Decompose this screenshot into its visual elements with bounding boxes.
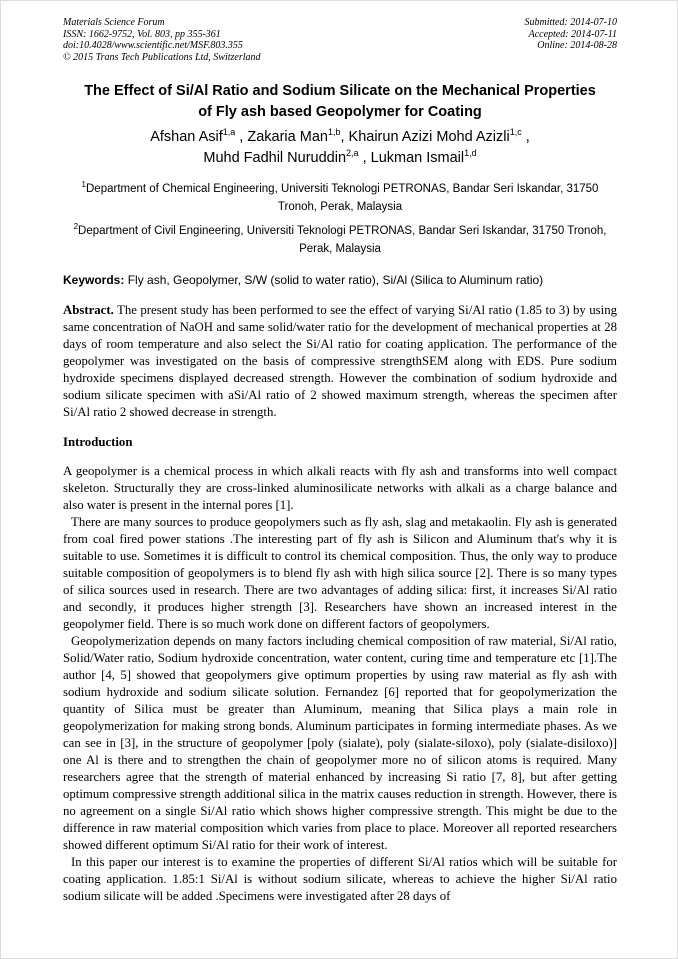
author-affiliation-mark: 1,d [464, 148, 477, 159]
abstract-label: Abstract. [63, 303, 114, 317]
journal-header [63, 17, 617, 63]
author-line: Afshan Asif$^{1,a}$ , Zakaria Man$^{1,b}$, Khairun Azizi Mohd Azizli$^{1,c}$ , [150, 127, 530, 145]
introduction-paragraph: In this paper our interest is to examine the properties of different Si/Al ratios which will be suitable for coating application. 1.85:1 Si/Al is without sodium silicate, whereas to achieve the higher Si/Al ratio sodium silicate will be added .Specimens were investigated after 28 days of [63, 855, 617, 903]
affiliation-1-text: Department of Chemical Engineering, Universiti Teknologi PETRONAS, Bandar Seri Iskandar, 31750 Tronoh, Perak, Malaysia [86, 183, 599, 213]
introduction-body [63, 463, 617, 905]
introduction-paragraph: Geopolymerization depends on many factors including chemical composition of raw material, Si/Al ratio, Solid/Water ratio, Sodium hydroxide concentration, water content, curing time and temperature etc [1].The author [4, 5] showed that geopolymers give optimum properties by using raw material as fly ash with sodium hydroxide and sodium silicate solution. Fernandez [6] reported that for geopolymerization the quantity of Silica must be greater than Aluminum, meaning that Silica plays a main role in geopolymerization for making strong bonds. Aluminum participates in forming intermediate phases. As we can see in [3], in the structure of geopolymer [poly (sialate), poly (sialate-siloxo), poly (sialate-disiloxo)] one Al is there and to strengthen the chain of geopolymer more no of silicon atoms is required. Many researchers agree that the strength of material enhanced by increasing Si ratio [7, 8], but after getting optimum compressive strength additional silica in the matrix causes reduction in strength. However, there is no agreement on a single Si/Al ratio which shows higher compressive strength. This might be due to the difference in raw material composition which varies from place to place. Moreover all reported researchers showed different optimum Si/Al ratio for their work of interest. [63, 634, 617, 852]
section-heading-introduction: Introduction [63, 435, 133, 449]
author-affiliation-mark: 2,a [346, 148, 359, 159]
submission-date-line: Online: 2014-08-28 [537, 40, 617, 51]
abstract-text: The present study has been performed to see the effect of varying Si/Al ratio (1.85 to 3) by using same concentration of NaOH and same solid/water ratio for the development of mechanical properties at 28 days of room temperature and also select the Si/Al ratio for coating application. The performance of the geopolymer was investigated on the basis of compressive strengthSEM along with EDS. Pure sodium hydroxide specimens displayed decreased strength. However the combination of sodium hydroxide and sodium silicate specimen with aSi/Al ratio of 2 showed maximum strength, whereas the specimen after Si/Al ratio 2 showed decrease in strength. [63, 303, 617, 419]
submission-date-line: Accepted: 2014-07-11 [528, 28, 617, 40]
submission-dates [525, 17, 618, 63]
affiliation-1-number: 1 [81, 180, 86, 190]
author-name: Afshan Asif [150, 129, 223, 145]
affiliation-2 [68, 222, 613, 258]
keywords-label: Keywords: [63, 273, 125, 287]
keywords-line [63, 273, 617, 288]
affiliation-2-text: Department of Civil Engineering, Universiti Teknologi PETRONAS, Bandar Seri Iskandar, 31750 Tronoh, Perak, Malaysia [78, 225, 607, 255]
journal-info-line: Materials Science Forum [63, 17, 165, 28]
keywords-text: Fly ash, Geopolymer, S/W (solid to water ratio), Si/Al (Silica to Aluminum ratio) [124, 273, 544, 287]
introduction-paragraph: There are many sources to produce geopolymers such as fly ash, slag and metakaolin. Fly ash is generated from coal fired power stations .The interesting part of fly ash is Silicon and Aluminum that's why it is suitable to use. Sometimes it is difficult to control its chemical composition. Thus, the only way to produce suitable composition of geopolymers is to blend fly ash with high silica source [2]. There is so many types of silica sources used in research. There are two advantages of adding silica: first, it increases Si/Al ratio and secondly, it produces higher strength [3]. Researchers have shown an increased interest in the geopolymer field. There is so much work done on different factors of geopolymers. [63, 515, 617, 631]
authors-block [63, 127, 617, 169]
journal-info [63, 17, 261, 63]
author-name: Zakaria Man [247, 129, 328, 145]
author-line: Muhd Fadhil Nuruddin$^{2,a}$ , Lukman Ismail$^{1,d}$ [203, 148, 477, 166]
journal-info-line: © 2015 Trans Tech Publications Ltd, Switzerland [63, 51, 261, 63]
introduction-paragraph: A geopolymer is a chemical process in which alkali reacts with fly ash and transforms into well compact skeleton. Structurally they are cross-linked aluminosilicate networks with alkali as a charge balance and also water is present in the internal pores [1]. [63, 464, 617, 512]
author-affiliation-mark: 1,c [509, 127, 522, 138]
journal-info-line: ISSN: 1662-9752, Vol. 803, pp 355-361 [63, 28, 221, 40]
author-affiliation-mark: 1,a [222, 127, 236, 138]
abstract [63, 302, 617, 421]
author-name: Muhd Fadhil Nuruddin [203, 150, 347, 166]
author-affiliation-mark: 1,b [327, 127, 341, 138]
journal-info-line: doi:10.4028/www.scientific.net/MSF.803.355 [63, 40, 243, 51]
submission-date-line: Submitted: 2014-07-10 [524, 17, 617, 28]
affiliation-2-number: 2 [73, 222, 79, 232]
paper-title: The Effect of Si/Al Ratio and Sodium Silicate on the Mechanical Properties of Fly ash based Geopolymer for Coating [84, 83, 596, 120]
author-name: Khairun Azizi Mohd Azizli [348, 129, 510, 145]
author-name: Lukman Ismail [370, 150, 465, 166]
affiliation-1 [68, 180, 613, 216]
